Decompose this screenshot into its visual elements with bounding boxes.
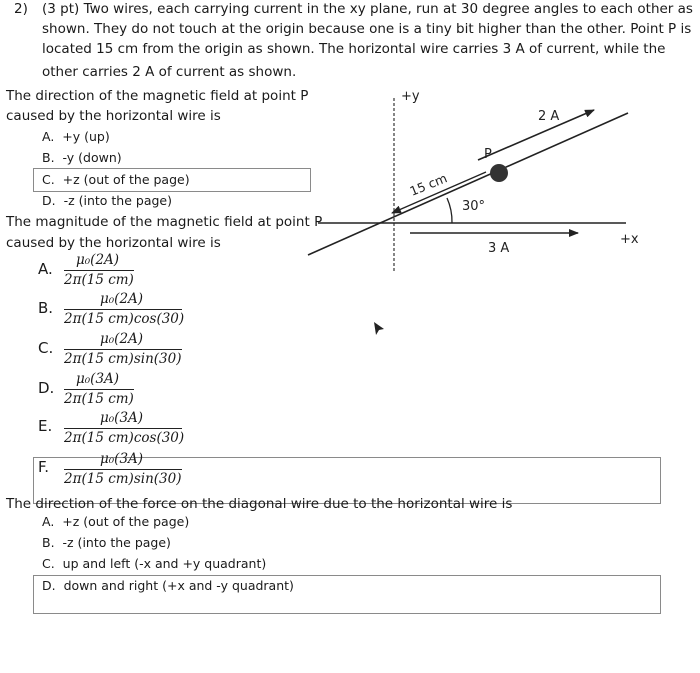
option-text: down and right (+x and -y quadrant) (63, 578, 294, 593)
part1-prompt-line-2: caused by the horizontal wire is (6, 108, 221, 124)
question-number: 2) (14, 1, 28, 17)
option-label: C. (42, 172, 55, 187)
question-line-2: shown. They do not touch at the origin because one is a tiny bit higher than the other. Point P is (42, 21, 692, 37)
part2-option-d-label[interactable]: D. (38, 379, 55, 397)
option-text: +z (out of the page) (62, 172, 190, 187)
formula-denominator: 2π(15 cm)sin(30) (64, 351, 182, 367)
option-text: -z (into the page) (62, 535, 171, 550)
part2-option-c-label[interactable]: C. (38, 339, 54, 357)
fraction-bar (64, 428, 182, 429)
fraction-bar (64, 309, 182, 310)
fraction-bar (64, 389, 134, 390)
part2-option-e-formula[interactable] (64, 410, 194, 450)
mouse-cursor-icon (372, 321, 386, 337)
part2-option-f-formula[interactable] (64, 451, 194, 491)
fraction-bar (64, 270, 134, 271)
option-text: up and left (-x and +y quadrant) (62, 556, 267, 571)
point-p (490, 164, 508, 182)
diagonal-current-label: 2 A (538, 109, 560, 124)
option-label: A. (42, 129, 55, 144)
question-line-4: other carries 2 A of current as shown. (42, 64, 297, 80)
formula-numerator: μ₀(2A) (76, 252, 120, 268)
formula-denominator: 2π(15 cm)cos(30) (64, 311, 185, 327)
formula-numerator: μ₀(3A) (100, 410, 144, 426)
part3-option-b[interactable] (42, 534, 171, 552)
part3-option-c[interactable] (42, 555, 266, 573)
part3-option-a[interactable] (42, 513, 189, 531)
x-axis-label: +x (620, 232, 639, 247)
fraction-bar (64, 349, 182, 350)
option-label: D. (42, 193, 56, 208)
part2-option-c-formula[interactable] (64, 331, 194, 371)
point-p-label: P (484, 147, 492, 162)
option-label: D. (42, 578, 56, 593)
option-label: A. (42, 514, 55, 529)
part2-option-e-label[interactable]: E. (38, 417, 53, 435)
option-label: C. (42, 556, 55, 571)
wire-diagram (300, 80, 700, 290)
part2-option-a-label[interactable]: A. (38, 260, 53, 278)
question-line-1: (3 pt) Two wires, each carrying current in the xy plane, run at 30 degree angles to each other as (42, 1, 693, 17)
angle-arc (447, 198, 452, 223)
part2-prompt-line-2: caused by the horizontal wire is (6, 235, 221, 251)
option-text: +z (out of the page) (62, 514, 190, 529)
angle-label: 30° (462, 199, 486, 214)
part2-prompt-line-1: The magnitude of the magnetic field at point P (6, 214, 323, 230)
option-text: +y (up) (62, 129, 110, 144)
fraction-bar (64, 469, 182, 470)
part1-option-a[interactable] (42, 128, 110, 146)
formula-denominator: 2π(15 cm) (64, 272, 134, 288)
part1-option-d[interactable] (42, 192, 172, 210)
part1-prompt-line-1: The direction of the magnetic field at point P (6, 88, 309, 104)
question-line-3: located 15 cm from the origin as shown. The horizontal wire carries 3 A of current, while the (42, 41, 666, 57)
formula-denominator: 2π(15 cm)cos(30) (64, 430, 185, 446)
distance-label: 15 cm (407, 170, 450, 199)
formula-numerator: μ₀(3A) (100, 451, 144, 467)
formula-numerator: μ₀(3A) (76, 371, 120, 387)
option-text: -y (down) (62, 150, 122, 165)
part2-option-a-formula[interactable] (64, 252, 184, 292)
part2-option-b-formula[interactable] (64, 291, 194, 331)
formula-denominator: 2π(15 cm)sin(30) (64, 471, 182, 487)
formula-numerator: μ₀(2A) (100, 331, 144, 347)
part1-option-b[interactable] (42, 149, 122, 167)
part3-prompt: The direction of the force on the diagonal wire due to the horizontal wire is (6, 496, 513, 512)
horizontal-current-label: 3 A (488, 241, 510, 256)
part2-option-b-label[interactable]: B. (38, 299, 54, 317)
part2-option-f-label[interactable]: F. (38, 458, 49, 476)
part3-option-d[interactable] (42, 577, 294, 595)
part1-option-c[interactable] (42, 171, 190, 189)
option-text: -z (into the page) (63, 193, 172, 208)
y-axis-label: +y (401, 89, 420, 104)
option-label: B. (42, 150, 55, 165)
part2-option-d-formula[interactable] (64, 371, 184, 411)
formula-denominator: 2π(15 cm) (64, 391, 134, 407)
option-label: B. (42, 535, 55, 550)
formula-numerator: μ₀(2A) (100, 291, 144, 307)
